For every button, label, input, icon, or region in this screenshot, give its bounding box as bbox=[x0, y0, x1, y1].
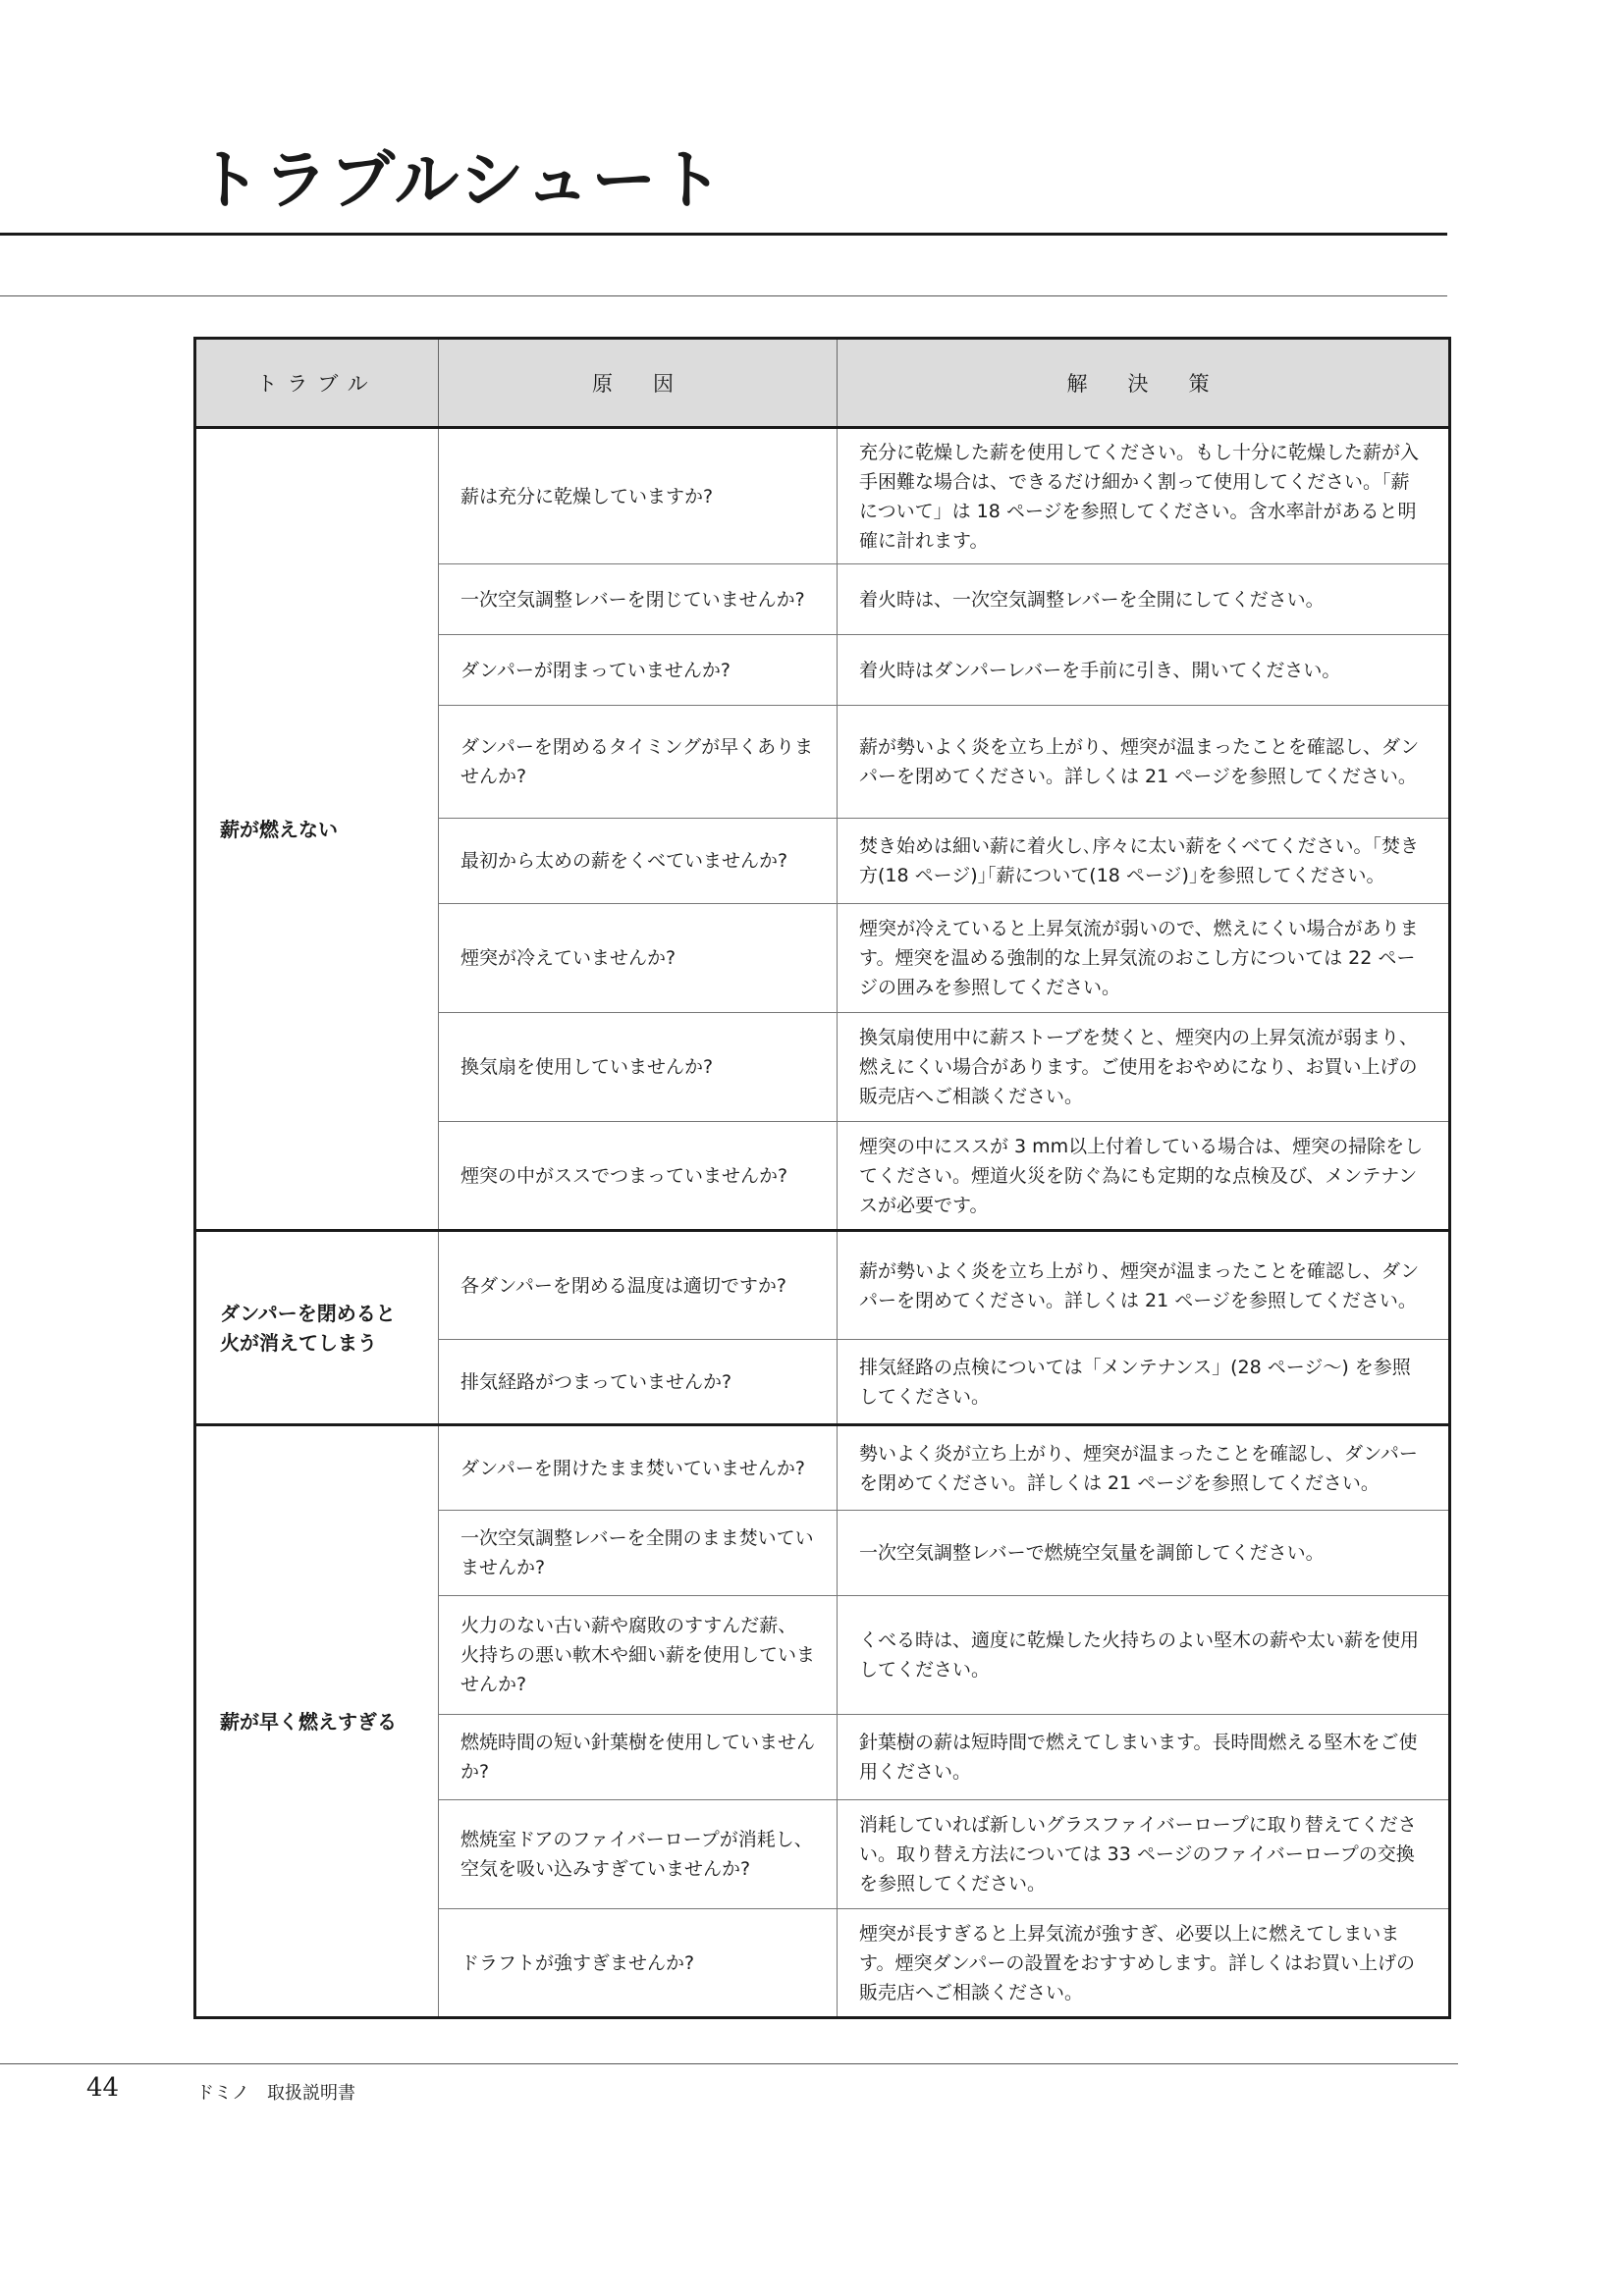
solution-cell: 焚き始めは細い薪に着火し､序々に太い薪をくべてください。｢焚き方(18 ページ)｣｢薪について(18 ページ)｣を参照してください。 bbox=[838, 819, 1450, 904]
header-cause: 原 因 bbox=[439, 339, 838, 428]
solution-cell: 一次空気調整レバーで燃焼空気量を調節してください。 bbox=[838, 1511, 1450, 1596]
table-row bbox=[195, 1425, 1450, 1511]
footer-rule bbox=[0, 2063, 1458, 2064]
solution-cell: 煙突の中にススが 3 mm以上付着している場合は、煙突の掃除をしてください。煙道火災を防ぐ為にも定期的な点検及び、メンテナンスが必要です。 bbox=[838, 1122, 1450, 1231]
troubleshooting-table bbox=[193, 337, 1451, 2019]
table-header-row bbox=[195, 339, 1450, 428]
solution-cell: 着火時は、一次空気調整レバーを全開にしてください。 bbox=[838, 564, 1450, 635]
cause-cell: 火力のない古い薪や腐敗のすすんだ薪、火持ちの悪い軟木や細い薪を使用していませんか? bbox=[439, 1596, 838, 1715]
cause-cell: 最初から太めの薪をくべていませんか? bbox=[439, 819, 838, 904]
problem-cell: ダンパーを閉めると火が消えてしまう bbox=[195, 1231, 439, 1425]
cause-cell: ダンパーが閉まっていませんか? bbox=[439, 635, 838, 706]
cause-cell: 燃焼時間の短い針葉樹を使用していませんか? bbox=[439, 1715, 838, 1800]
solution-cell: 消耗していれば新しいグラスファイバーロープに取り替えてください。取り替え方法については 33 ページのファイバーロープの交換を参照してください。 bbox=[838, 1800, 1450, 1909]
cause-cell: 排気経路がつまっていませんか? bbox=[439, 1340, 838, 1425]
document-name: ドミノ 取扱説明書 bbox=[196, 2083, 355, 2104]
cause-cell: 煙突の中がススでつまっていませんか? bbox=[439, 1122, 838, 1231]
solution-cell: 薪が勢いよく炎を立ち上がり、煙突が温まったことを確認し、ダンパーを閉めてください。詳しくは 21 ページを参照してください。 bbox=[838, 1231, 1450, 1340]
cause-cell: 燃焼室ドアのファイバーロープが消耗し、空気を吸い込みすぎていませんか? bbox=[439, 1800, 838, 1909]
cause-cell: 煙突が冷えていませんか? bbox=[439, 904, 838, 1013]
header-solution: 解 決 策 bbox=[838, 339, 1450, 428]
section-divider bbox=[0, 295, 1447, 296]
cause-cell: 薪は充分に乾燥していますか? bbox=[439, 428, 838, 564]
cause-cell: 各ダンパーを閉める温度は適切ですか? bbox=[439, 1231, 838, 1340]
solution-cell: 煙突が冷えていると上昇気流が弱いので、燃えにくい場合があります。煙突を温める強制的な上昇気流のおこし方については 22 ページの囲みを参照してください。 bbox=[838, 904, 1450, 1013]
page-title: トラブルシュート bbox=[196, 141, 726, 218]
cause-cell: ドラフトが強すぎませんか? bbox=[439, 1909, 838, 2018]
solution-cell: 換気扇使用中に薪ストーブを焚くと、煙突内の上昇気流が弱まり、燃えにくい場合があります。ご使用をおやめになり、お買い上げの販売店へご相談ください。 bbox=[838, 1013, 1450, 1122]
cause-cell: 一次空気調整レバーを全開のまま焚いていませんか? bbox=[439, 1511, 838, 1596]
problem-cell: 薪が早く燃えすぎる bbox=[195, 1425, 439, 2018]
solution-cell: 勢いよく炎が立ち上がり、煙突が温まったことを確認し、ダンパーを閉めてください。詳しくは 21 ページを参照してください。 bbox=[838, 1425, 1450, 1511]
solution-cell: 着火時はダンパーレバーを手前に引き、開いてください。 bbox=[838, 635, 1450, 706]
cause-cell: ダンパーを開けたまま焚いていませんか? bbox=[439, 1425, 838, 1511]
cause-cell: 換気扇を使用していませんか? bbox=[439, 1013, 838, 1122]
solution-cell: 針葉樹の薪は短時間で燃えてしまいます。長時間燃える堅木をご使用ください。 bbox=[838, 1715, 1450, 1800]
table-row bbox=[195, 428, 1450, 564]
solution-cell: 排気経路の点検については「メンテナンス」(28 ページ〜) を参照してください。 bbox=[838, 1340, 1450, 1425]
solution-cell: 充分に乾燥した薪を使用してください。もし十分に乾燥した薪が入手困難な場合は、できるだけ細かく割って使用してください。「薪について」は 18 ページを参照してください。含水率計があると明確に計れます。 bbox=[838, 428, 1450, 564]
cause-cell: 一次空気調整レバーを閉じていませんか? bbox=[439, 564, 838, 635]
header-trouble: トラブル bbox=[195, 339, 439, 428]
solution-cell: 薪が勢いよく炎を立ち上がり、煙突が温まったことを確認し、ダンパーを閉めてください。詳しくは 21 ページを参照してください。 bbox=[838, 706, 1450, 819]
table-row bbox=[195, 1231, 1450, 1340]
solution-cell: くべる時は、適度に乾燥した火持ちのよい堅木の薪や太い薪を使用してください。 bbox=[838, 1596, 1450, 1715]
cause-cell: ダンパーを閉めるタイミングが早くありませんか? bbox=[439, 706, 838, 819]
title-rule bbox=[0, 233, 1447, 236]
solution-cell: 煙突が長すぎると上昇気流が強すぎ、必要以上に燃えてしまいます。煙突ダンパーの設置をおすすめします。詳しくはお買い上げの販売店へご相談ください。 bbox=[838, 1909, 1450, 2018]
problem-cell: 薪が燃えない bbox=[195, 428, 439, 1231]
page-number: 44 bbox=[86, 2073, 120, 2103]
